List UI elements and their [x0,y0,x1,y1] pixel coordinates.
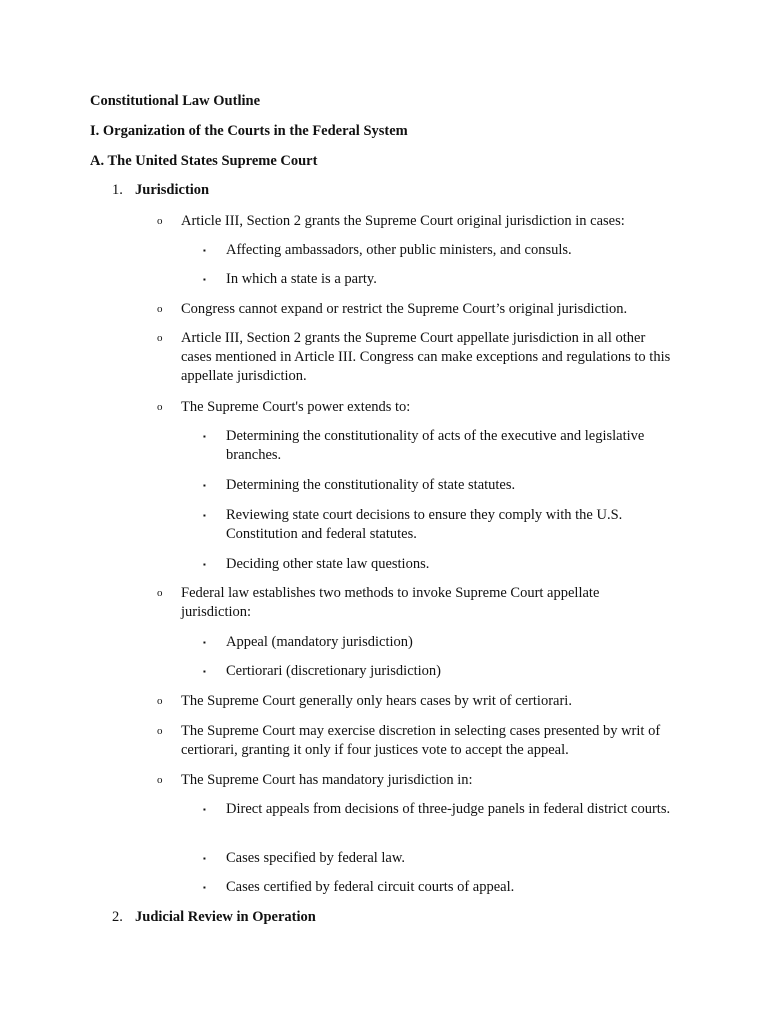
list-item-text: The Supreme Court's power extends to: [181,399,411,415]
sub-list-item-text: Appeal (mandatory jurisdiction) [226,634,413,650]
circle-bullet-icon: o [157,774,163,786]
square-bullet-icon: ▪ [203,246,206,255]
topic-number: 1. [112,182,123,198]
square-bullet-icon: ▪ [203,805,206,814]
square-bullet-icon: ▪ [203,638,206,647]
square-bullet-icon: ▪ [203,560,206,569]
circle-bullet-icon: o [157,401,163,413]
sub-list-item-text: Deciding other state law questions. [226,556,430,572]
square-bullet-icon: ▪ [203,511,206,520]
square-bullet-icon: ▪ [203,883,206,892]
circle-bullet-icon: o [157,332,163,344]
sub-list-item-text: Cases certified by federal circuit courts of appeal. [226,879,515,895]
square-bullet-icon: ▪ [203,432,206,441]
sub-list-item-text: Determining the constitutionality of state statutes. [226,477,516,493]
sub-list-item-text: Direct appeals from decisions of three-judge panels in federal district courts. [226,801,671,817]
list-item-text: Federal law establishes two methods to invoke Supreme Court appellate jurisdiction: [181,585,600,620]
sub-list-item-text: In which a state is a party. [226,271,377,287]
sub-list-item-text: Cases specified by federal law. [226,850,406,866]
square-bullet-icon: ▪ [203,275,206,284]
circle-bullet-icon: o [157,587,163,599]
list-item-text: The Supreme Court may exercise discretion in selecting cases presented by writ of certiorari, granting it only if four justices vote to accept the appeal. [181,723,661,758]
square-bullet-icon: ▪ [203,854,206,863]
sub-list-item-text: Affecting ambassadors, other public ministers, and consuls. [226,242,572,258]
sub-list-item-text: Certiorari (discretionary jurisdiction) [226,663,442,679]
topic-title: Judicial Review in Operation [135,909,316,925]
list-item-text: Congress cannot expand or restrict the Supreme Court’s original jurisdiction. [181,301,628,317]
square-bullet-icon: ▪ [203,667,206,676]
sub-list-item-text: Reviewing state court decisions to ensure they comply with the U.S. Constitution and federal statutes. [226,507,623,542]
list-item-text: The Supreme Court generally only hears cases by writ of certiorari. [181,693,572,709]
list-item-text: The Supreme Court has mandatory jurisdiction in: [181,772,473,788]
sub-list-item-text: Determining the constitutionality of acts of the executive and legislative branches. [226,428,645,463]
circle-bullet-icon: o [157,725,163,737]
section-heading: I. Organization of the Courts in the Federal System [90,123,408,139]
circle-bullet-icon: o [157,215,163,227]
circle-bullet-icon: o [157,695,163,707]
document-title: Constitutional Law Outline [90,93,260,109]
circle-bullet-icon: o [157,303,163,315]
list-item-text: Article III, Section 2 grants the Supreme Court appellate jurisdiction in all other cases mentioned in Article III. Congress can make exceptions and regulations to this appellate jurisdiction. [181,330,671,384]
topic-number: 2. [112,909,123,925]
subsection-heading: A. The United States Supreme Court [90,153,318,169]
list-item-text: Article III, Section 2 grants the Supreme Court original jurisdiction in cases: [181,213,625,229]
square-bullet-icon: ▪ [203,481,206,490]
topic-title: Jurisdiction [135,182,210,198]
